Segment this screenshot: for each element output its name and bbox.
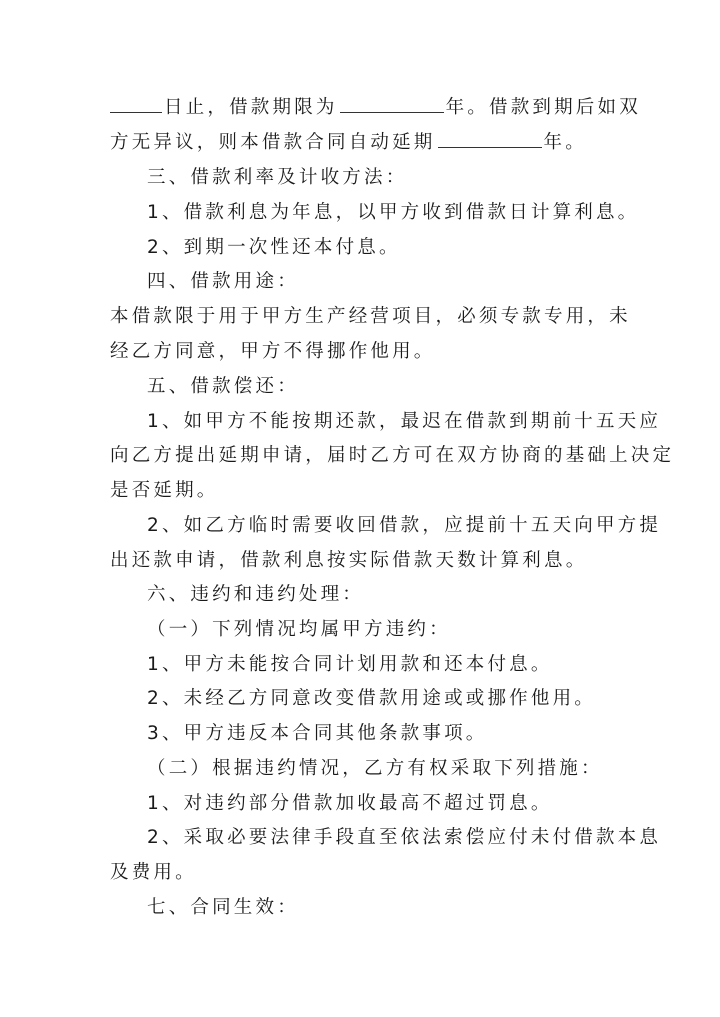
text-line: 经乙方同意，甲方不得挪作他用。 <box>110 341 436 362</box>
text-line: 2、采取必要法律手段直至依法索偿应付未付借款本息 <box>147 827 662 848</box>
section-heading: 四、借款用途： <box>147 271 299 292</box>
text-line: 及费用。 <box>110 862 197 883</box>
sub-heading: （二）根据违约情况，乙方有权采取下列措施： <box>147 758 603 779</box>
text-line: 出还款申请，借款利息按实际借款天数计算利息。 <box>110 550 588 571</box>
text-line: 2、到期一次性还本付息。 <box>147 237 401 258</box>
text-line: 1、借款利息为年息，以甲方收到借款日计算利息。 <box>147 202 640 223</box>
blank-field <box>110 96 162 113</box>
text-segment: 方无异议，则本借款合同自动延期 <box>110 132 436 153</box>
text-line: 3、甲方违反本合同其他条款事项。 <box>147 723 488 744</box>
text-line: 向乙方提出延期申请，届时乙方可在双方协商的基础上决定 <box>110 445 675 466</box>
text-line: 2、如乙方临时需要收回借款，应提前十五天向甲方提 <box>147 515 662 536</box>
text-line <box>110 96 641 120</box>
blank-field <box>438 131 542 148</box>
blank-field <box>340 96 444 113</box>
text-line: 1、如甲方不能按期还款，最迟在借款到期前十五天应 <box>147 411 662 432</box>
text-line: 1、对违约部分借款加收最高不超过罚息。 <box>147 793 553 814</box>
text-segment: 年。借款到期后如双 <box>445 97 641 118</box>
text-line: 1、甲方未能按合同计划用款和还本付息。 <box>147 654 553 675</box>
section-heading: 五、借款偿还： <box>147 376 299 397</box>
section-heading: 七、合同生效： <box>147 897 299 918</box>
section-heading: 三、借款利率及计收方法： <box>147 167 408 188</box>
text-segment: 日止，借款期限为 <box>164 97 338 118</box>
sub-heading: （一）下列情况均属甲方违约： <box>147 619 451 640</box>
text-segment: 年。 <box>543 132 587 153</box>
text-line: 是否延期。 <box>110 480 219 501</box>
text-line: 2、未经乙方同意改变借款用途或或挪作他用。 <box>147 688 596 709</box>
section-heading: 六、违约和违约处理： <box>147 584 365 605</box>
text-line: 本借款限于用于甲方生产经营项目，必须专款专用，未 <box>110 306 631 327</box>
text-line <box>110 131 620 155</box>
